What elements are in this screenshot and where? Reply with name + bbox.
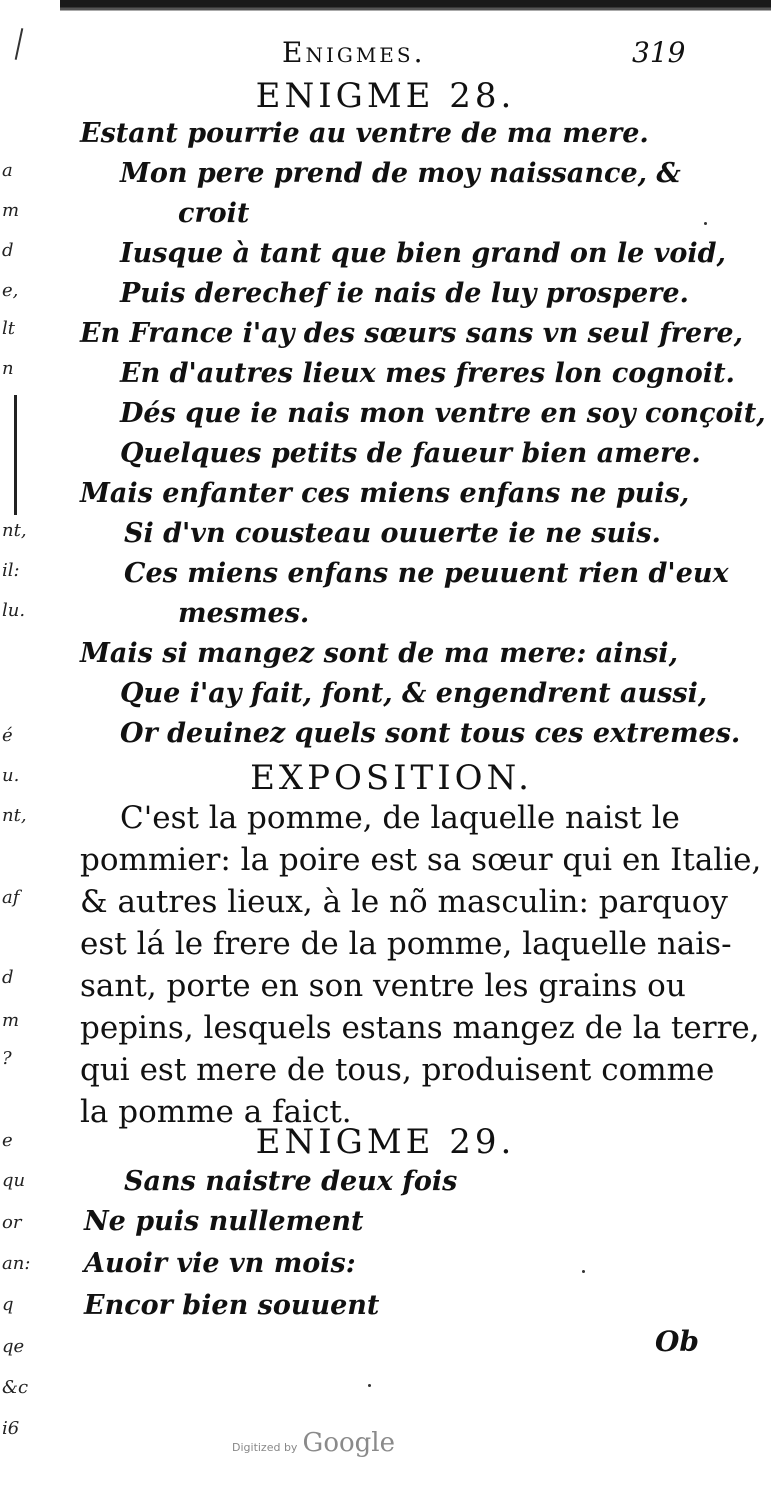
- margin-fragment: a: [2, 160, 13, 181]
- margin-fragment: nt,: [2, 805, 27, 826]
- adjacent-page-margin: [0, 0, 52, 1500]
- ink-speck: [368, 1384, 371, 1387]
- margin-fragment: or: [2, 1212, 22, 1233]
- margin-fragment: lt: [2, 318, 15, 339]
- margin-fragment: é: [2, 725, 13, 746]
- verse-line: Si d'vn cousteau ouuerte ie ne suis.: [124, 518, 661, 549]
- verse-line: mesmes.: [178, 598, 310, 629]
- margin-fragment: i6: [2, 1418, 20, 1439]
- margin-fragment: ?: [2, 1048, 12, 1069]
- verse-line: Ne puis nullement: [84, 1206, 364, 1237]
- ink-speck: [704, 222, 707, 225]
- margin-fragment: m: [2, 1010, 20, 1031]
- digitized-by-label: Digitized by: [232, 1441, 298, 1454]
- ink-speck: [582, 1270, 585, 1273]
- margin-fragment: d: [2, 240, 14, 261]
- verse-line: Mais si mangez sont de ma mere: ainsi,: [80, 638, 678, 669]
- verse-line: En d'autres lieux mes freres lon cognoit.: [120, 358, 735, 389]
- verse-line: Encor bien souuent: [84, 1290, 380, 1321]
- verse-line: Puis derechef ie nais de luy prospere.: [120, 278, 689, 309]
- verse-line: Quelques petits de faueur bien amere.: [120, 438, 701, 469]
- prose-line: pommier: la poire est sa sœur qui en Italie,: [80, 842, 762, 878]
- page-number: 319: [632, 36, 686, 69]
- margin-fragment: n: [2, 358, 14, 379]
- margin-fragment: e: [2, 1130, 13, 1151]
- margin-fragment: qe: [2, 1336, 25, 1357]
- running-head-title: Enigmes.: [282, 36, 426, 69]
- running-head: [0, 36, 771, 72]
- verse-line: Ces miens enfans ne peuuent rien d'eux: [124, 558, 729, 589]
- verse-line: Iusque à tant que bien grand on le void,: [120, 238, 726, 269]
- margin-fragment: qu: [2, 1170, 26, 1191]
- verse-line: Mais enfanter ces miens enfans ne puis,: [80, 478, 690, 509]
- margin-fragment: u.: [2, 765, 20, 786]
- enigme-29-heading: ENIGME 29.: [255, 1122, 516, 1162]
- margin-fragment: lu.: [2, 600, 26, 621]
- prose-line: la pomme a faict.: [80, 1094, 352, 1130]
- margin-fragment: af: [2, 887, 20, 908]
- margin-fragment: an:: [2, 1253, 31, 1274]
- catchword: Ob: [655, 1325, 699, 1358]
- margin-fragment: il:: [2, 560, 20, 581]
- google-logo: Google: [302, 1428, 395, 1458]
- verse-line: croit: [178, 198, 250, 229]
- margin-fragment: m: [2, 200, 20, 221]
- margin-fragment: q: [2, 1294, 14, 1315]
- verse-line: En France i'ay des sœurs sans vn seul frere,: [80, 318, 743, 349]
- verse-line: Que i'ay fait, font, & engendrent aussi,: [120, 678, 708, 709]
- verse-line: Sans naistre deux fois: [124, 1166, 458, 1197]
- top-border: [60, 0, 771, 14]
- verse-line: Auoir vie vn mois:: [84, 1248, 356, 1279]
- margin-fragment: &c: [2, 1377, 29, 1398]
- verse-line: Or deuinez quels sont tous ces extremes.: [120, 718, 741, 749]
- margin-fragment: nt,: [2, 520, 27, 541]
- prose-line: est lá le frere de la pomme, laquelle nais-: [80, 926, 732, 962]
- prose-line: sant, porte en son ventre les grains ou: [80, 968, 686, 1004]
- exposition-heading: EXPOSITION.: [250, 758, 533, 798]
- margin-fragment: e,: [2, 280, 19, 301]
- prose-line: C'est la pomme, de laquelle naist le: [120, 800, 680, 836]
- verse-line: Dés que ie nais mon ventre en soy conçoit,: [120, 398, 766, 429]
- prose-line: qui est mere de tous, produisent comme: [80, 1052, 715, 1088]
- verse-line: Mon pere prend de moy naissance, &: [120, 158, 681, 189]
- margin-fragment: d: [2, 967, 14, 988]
- enigme-28-heading: ENIGME 28.: [255, 76, 516, 116]
- verse-line: Estant pourrie au ventre de ma mere.: [80, 118, 649, 149]
- prose-line: pepins, lesquels estans mangez de la terre,: [80, 1010, 760, 1046]
- digitization-footer: [232, 1428, 395, 1458]
- prose-line: & autres lieux, à le nõ masculin: parquoy: [80, 884, 728, 920]
